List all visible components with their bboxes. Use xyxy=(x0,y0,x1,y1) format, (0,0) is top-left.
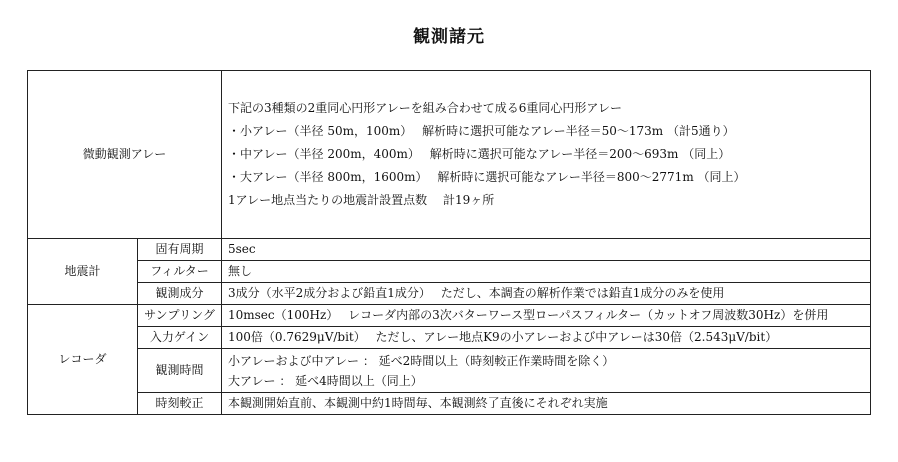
seismometer-value: 3成分（水平2成分および鉛直1成分） ただし、本調査の解析作業では鉛直1成分のみを使用 xyxy=(222,283,871,305)
recorder-value: 100倍（0.7629μV/bit） ただし、アレー地点K9の小アレーおよび中アレーは30倍（2.543μV/bit） xyxy=(222,327,871,349)
document-title: 観測諸元 xyxy=(413,27,485,47)
seismometer-label: 地震計 xyxy=(28,239,138,305)
recorder-row-duration xyxy=(28,349,871,393)
array-description xyxy=(222,71,871,239)
array-line: ・中アレー（半径 200m，400m） 解析時に選択可能なアレー半径＝200～693m （同上） xyxy=(228,147,731,161)
array-line: 下記の3種類の2重同心円形アレーを組み合わせて成る6重同心円形アレー xyxy=(228,101,622,115)
recorder-value: 本観測開始直前、本観測中約1時間毎、本観測終了直後にそれぞれ実施 xyxy=(222,393,871,415)
recorder-value: 10msec（100Hz） レコーダ内部の3次バターワース型ローパスフィルター（カットオフ周波数30Hz）を併用 xyxy=(222,305,871,327)
array-line: 1アレー地点当たりの地震計設置点数 計19ヶ所 xyxy=(228,193,495,207)
array-line: ・小アレー（半径 50m，100m） 解析時に選択可能なアレー半径＝50～173m （計5通り） xyxy=(228,124,735,138)
recorder-value xyxy=(222,349,871,393)
seismometer-item: 固有周期 xyxy=(138,239,222,261)
recorder-row-sampling xyxy=(28,305,871,327)
recorder-item: 時刻較正 xyxy=(138,393,222,415)
array-line: ・大アレー（半径 800m，1600m） 解析時に選択可能なアレー半径＝800～2771m （同上） xyxy=(228,170,746,184)
array-label: 微動観測アレー xyxy=(28,71,222,239)
seismometer-row-period xyxy=(28,239,871,261)
seismometer-row-filter xyxy=(28,261,871,283)
duration-line: 小アレーおよび中アレー ： 延べ2時間以上（時刻較正作業時間を除く） xyxy=(228,353,615,368)
seismometer-value: 無し xyxy=(222,261,871,283)
recorder-item: 観測時間 xyxy=(138,349,222,393)
observation-spec-table xyxy=(27,70,871,415)
duration-line: 大アレー ： 延べ4時間以上（同上） xyxy=(228,373,423,388)
seismometer-value: 5sec xyxy=(222,239,871,261)
array-row xyxy=(28,71,871,239)
recorder-row-gain xyxy=(28,327,871,349)
seismometer-item: 観測成分 xyxy=(138,283,222,305)
recorder-label: レコーダ xyxy=(28,305,138,415)
recorder-row-time-calibration xyxy=(28,393,871,415)
seismometer-row-component xyxy=(28,283,871,305)
seismometer-item: フィルター xyxy=(138,261,222,283)
recorder-item: 入力ゲイン xyxy=(138,327,222,349)
recorder-item: サンプリング xyxy=(138,305,222,327)
